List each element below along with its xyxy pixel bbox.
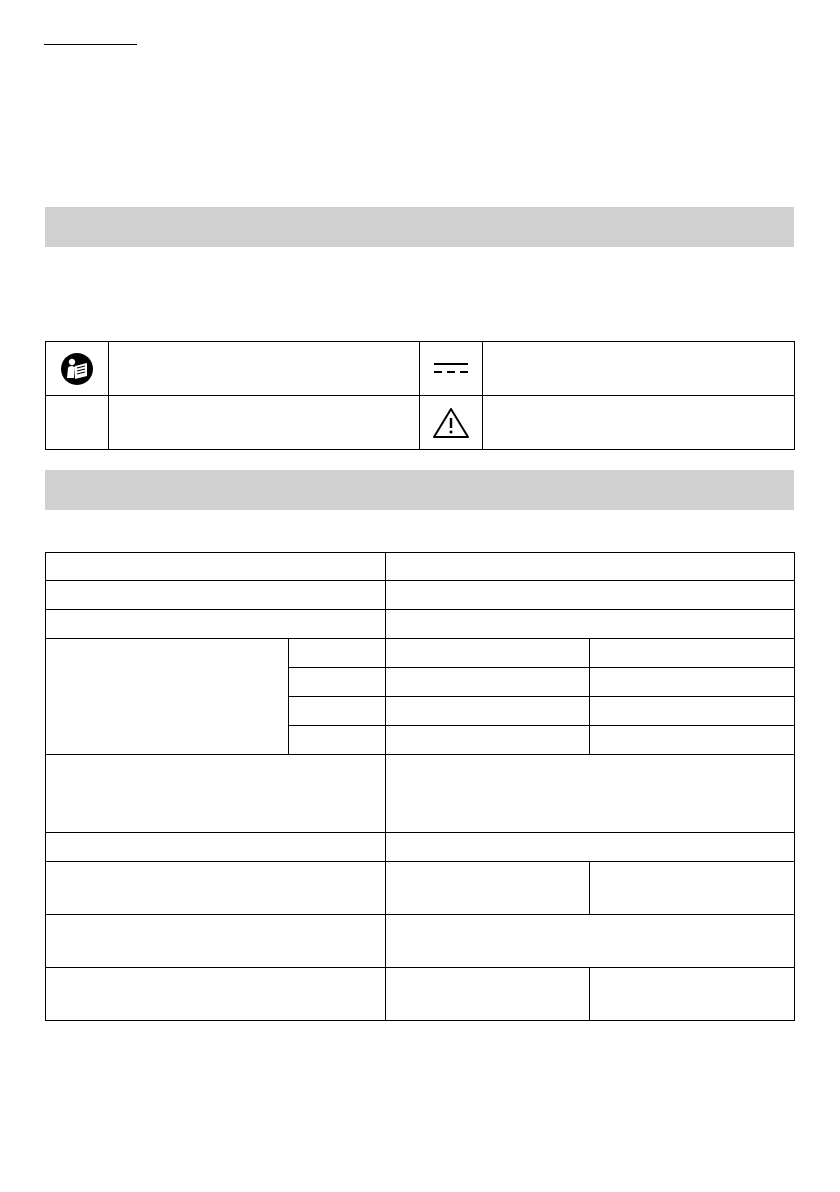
symbol-cell <box>46 342 109 396</box>
section-bar-technical-data <box>45 470 794 510</box>
table-row <box>46 755 795 833</box>
table-row <box>46 581 795 610</box>
symbol-description <box>109 396 420 450</box>
table-cell <box>386 639 590 668</box>
table-cell <box>46 755 386 833</box>
symbol-cell <box>420 342 483 396</box>
header-rule <box>44 44 137 45</box>
symbol-description <box>109 342 420 396</box>
direct-current-icon <box>433 360 469 376</box>
table-cell <box>590 639 795 668</box>
read-manual-icon <box>60 352 94 386</box>
table-cell <box>386 755 795 833</box>
symbols-table <box>45 341 795 450</box>
table-cell <box>386 915 795 968</box>
table-cell <box>386 833 795 862</box>
symbols-row <box>46 342 795 396</box>
table-row <box>46 833 795 862</box>
table-cell <box>386 968 590 1021</box>
table-cell <box>289 639 386 668</box>
table-cell <box>46 581 386 610</box>
table-cell <box>386 862 590 915</box>
symbol-description <box>483 396 795 450</box>
table-cell <box>386 697 590 726</box>
table-row <box>46 968 795 1021</box>
table-cell <box>46 833 386 862</box>
table-cell <box>386 581 795 610</box>
table-cell <box>46 915 386 968</box>
table-cell <box>590 862 795 915</box>
warning-triangle-icon <box>432 406 470 440</box>
technical-data-table <box>45 552 795 1021</box>
table-row <box>46 553 795 581</box>
symbols-row <box>46 396 795 450</box>
table-cell <box>386 610 795 639</box>
table-cell <box>46 862 386 915</box>
table-row <box>46 862 795 915</box>
table-cell <box>590 968 795 1021</box>
table-row <box>46 639 795 668</box>
table-cell <box>289 668 386 697</box>
table-cell <box>289 726 386 755</box>
symbol-description <box>483 342 795 396</box>
table-cell <box>289 697 386 726</box>
table-row <box>46 915 795 968</box>
symbol-cell <box>46 396 109 450</box>
section-bar-symbols <box>45 207 794 247</box>
table-row <box>46 610 795 639</box>
table-cell <box>46 553 386 581</box>
table-cell <box>590 668 795 697</box>
table-cell <box>590 726 795 755</box>
table-cell <box>590 697 795 726</box>
table-cell <box>386 726 590 755</box>
table-cell <box>386 668 590 697</box>
table-cell <box>46 639 289 755</box>
table-cell <box>46 968 386 1021</box>
table-cell <box>386 553 795 581</box>
table-cell <box>46 610 386 639</box>
symbol-cell <box>420 396 483 450</box>
